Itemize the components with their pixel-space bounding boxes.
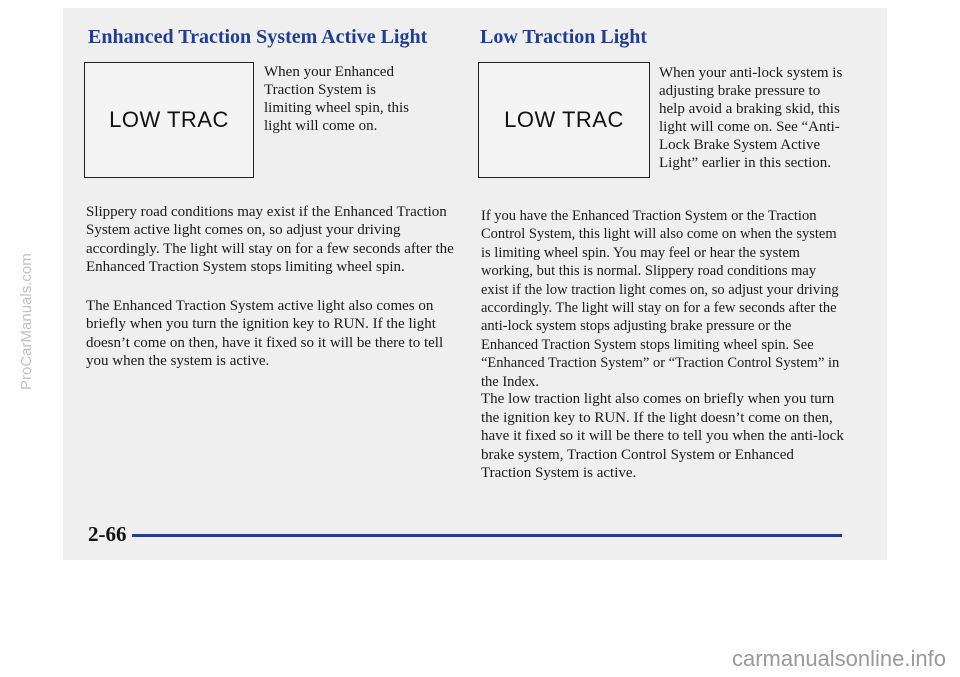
right-side-text: When your anti-lock system is adjusting brake pressure to help avoid a braking skid, this light will come on. See “Anti-Lock Brake System Active Light” earlier in this section. [659,65,843,171]
right-indicator-light [478,62,650,178]
right-paragraph-2: The low traction light also comes on briefly when you turn the ignition key to RUN. If the light doesn’t come on then, have it fixed so it will be there to tell you when the anti-lock brake system, Traction Control System or Enhanced Traction System is active. [481,391,844,482]
page-number: 2-66 [88,522,127,546]
bottom-watermark: carmanualsonline.info [731,646,946,671]
side-watermark: ProCarManuals.com [18,253,35,390]
left-indicator-label: LOW TRAC [109,107,229,132]
right-heading: Low Traction Light [480,26,648,48]
left-indicator-light [84,62,254,178]
right-paragraph-1: If you have the Enhanced Traction System or the Traction Control System, this light will also come on when the system is limiting wheel spin. You may feel or hear the system working, but this is normal. Slippery road conditions may exist if the low traction light comes on, so adjust your driving accordingly. The light will stay on for a few seconds after the anti-lock system stops adjusting brake pressure or the Enhanced Traction System stops limiting wheel spin. See “Enhanced Traction System” or “Traction Control System” in the Index. [481,208,840,390]
left-paragraph-1: Slippery road conditions may exist if the Enhanced Traction System active light comes on, so adjust your driving accordingly. The light will stay on for a few seconds after the Enhanced Traction System stops limiting wheel spin. [86,204,454,276]
right-indicator-label: LOW TRAC [504,107,624,132]
left-paragraph-2: The Enhanced Traction System active light also comes on briefly when you turn the ignition key to RUN. If the light doesn’t come on then, have it fixed so it will be there to tell you when the system is active. [86,298,444,370]
footer-rule [132,534,842,537]
left-side-text: When your Enhanced Traction System is limiting wheel spin, this light will come on. [264,64,409,134]
left-heading: Enhanced Traction System Active Light [88,26,428,48]
